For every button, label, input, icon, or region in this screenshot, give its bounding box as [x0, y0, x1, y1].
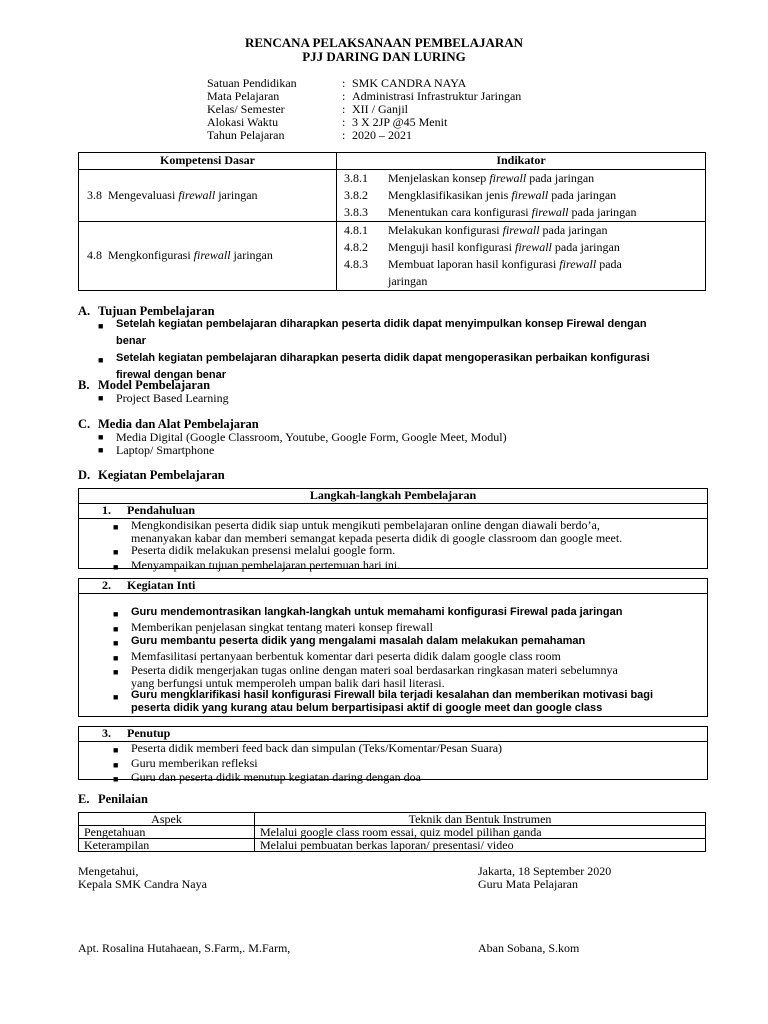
bullet-icon: ■ — [113, 623, 119, 634]
indikator-item: 3.8.1 Menjelaskan konsep firewall pada jaringan — [344, 170, 595, 185]
bullet-icon: ■ — [113, 609, 119, 619]
list-item: ■ Memberikan penjelasan singkat tentang materi konsep firewall — [113, 619, 433, 634]
section-b-heading: B. Model Pembelajaran — [78, 378, 211, 392]
col-indikator: Indikator — [337, 153, 706, 170]
table-row: Keterampilan Melalui pembuatan berkas laporan/ presentasi/ video — [79, 839, 706, 852]
indikator-item: 4.8.1 Melakukan konfigurasi firewall pada jaringan — [344, 222, 608, 237]
bullet-icon: ■ — [113, 774, 119, 784]
indikator-item: 4.8.2 Menguji hasil konfigurasi firewall pada jaringan — [344, 239, 620, 254]
table-row — [79, 170, 706, 222]
list-item: ■ Project Based Learning — [98, 391, 229, 405]
signature-left: Mengetahui, Kepala SMK Candra Naya — [78, 864, 207, 891]
section-c-heading: C. Media dan Alat Pembelajaran — [78, 417, 259, 431]
section-e-heading: E. Penilaian — [78, 792, 149, 806]
list-item: ■ Media Digital (Google Classroom, Youtube, Google Form, Google Meet, Modul) — [98, 430, 507, 444]
kegiatan-inti-box — [78, 578, 708, 717]
indikator-cell — [337, 170, 706, 222]
penilaian-table — [78, 812, 706, 852]
list-item: ■ Guru dan peserta didik menutup kegiatan daring dengan doa — [113, 770, 421, 784]
info-row: Mata Pelajaran : Administrasi Infrastruktur Jaringan — [207, 89, 522, 103]
list-item: ■ Guru memberikan refleksi — [113, 755, 258, 770]
kegiatan-inti-list — [79, 594, 707, 714]
section-a-list — [98, 316, 708, 384]
info-row: Tahun Pelajaran : 2020 – 2021 — [207, 128, 412, 142]
info-row: Alokasi Waktu : 3 X 2JP @45 Menit — [207, 115, 448, 129]
signature-right: Jakarta, 18 September 2020 Guru Mata Pelajaran — [478, 864, 612, 891]
section-c-list — [98, 431, 708, 457]
list-item: ■ Guru mengklarifikasi hasil konfigurasi Firewall bila terjadi kesalahan dan memberikan motivasi bagi peserta didik yang kurang atau belum berpartisipasi aktif di google meet dan google class — [113, 689, 654, 714]
bullet-icon: ■ — [98, 445, 104, 456]
list-item: ■ Setelah kegiatan pembelajaran diharapkan peserta didik dapat menyimpulkan konsep Firewal dengan benar — [98, 316, 708, 350]
list-item: ■ Peserta didik mengerjakan tugas online dengan materi soal berdasarkan ringkasan materi sebelumnya yang berfungsi untuk memperoleh umpan balik dari hasil literasi. — [113, 663, 618, 690]
list-item: ■ Memfasilitasi pertanyaan berbentuk komentar dari peserta didik dalam google class room — [113, 648, 561, 663]
penutup-list — [79, 742, 707, 786]
indikator-item: 3.8.2 Mengklasifikasikan jenis firewall pada jaringan — [344, 187, 617, 202]
bullet-icon: ■ — [113, 638, 119, 648]
bullet-icon: ■ — [113, 522, 119, 532]
list-item: ■ Guru mendemontrasikan langkah-langkah untuk memahami konfigurasi Firewal pada jaringan — [113, 606, 623, 619]
signature-right-name: Aban Sobana, S.kom — [478, 941, 580, 955]
list-item: ■ Peserta didik melakukan presensi melalui google form. — [113, 543, 396, 557]
pendahuluan-heading: 1. Pendahuluan — [79, 504, 707, 519]
indikator-item: 3.8.3 Menentukan cara konfigurasi firewall pada jaringan — [344, 204, 637, 219]
penutup-box — [78, 726, 708, 784]
list-item: ■ Laptop/ Smartphone — [98, 443, 215, 458]
kompetensi-table — [78, 152, 706, 291]
section-a-heading: A. Tujuan Pembelajaran — [78, 304, 215, 318]
col-kompetensi-dasar: Kompetensi Dasar — [79, 153, 337, 170]
col-aspek: Aspek — [79, 813, 255, 826]
col-teknik: Teknik dan Bentuk Instrumen — [255, 813, 706, 826]
list-item: ■ Guru membantu peserta didik yang mengalami masalah dalam melakukan pemahaman — [113, 635, 586, 648]
signature-left-name: Apt. Rosalina Hutahaean, S.Farm,. M.Farm, — [78, 941, 291, 955]
bullet-icon: ■ — [113, 759, 119, 770]
info-row: Kelas/ Semester : XII / Ganjil — [207, 102, 408, 116]
indikator-item: 4.8.3 Membuat laporan hasil konfigurasi firewall pada — [344, 256, 622, 271]
bullet-icon: ■ — [98, 321, 104, 331]
bullet-icon: ■ — [113, 652, 119, 663]
table-row: Pengetahuan Melalui google class room essai, quiz model pilihan ganda — [79, 826, 706, 839]
list-item: ■ Setelah kegiatan pembelajaran diharapkan peserta didik dapat mengoperasikan perbaikan konfigurasi firewal dengan benar — [98, 350, 708, 384]
indikator-item: jaringan — [388, 273, 428, 288]
bullet-icon: ■ — [98, 393, 104, 403]
list-item: ■ Menyampaikan tujuan pembelajaran pertemuan hari ini. — [113, 557, 401, 572]
table-header-row — [79, 813, 706, 826]
list-item: ■ Mengkondisikan peserta didik siap untuk mengikuti pembelajaran online dengan diawali berdo’a, menanyakan kabar dan memberi semangat kepada peserta didik di google classroom dan google meet. — [113, 518, 623, 545]
bullet-icon: ■ — [98, 432, 104, 442]
bullet-icon: ■ — [113, 547, 119, 557]
kd-cell: 3.8 Mengevaluasi firewall jaringan — [79, 170, 337, 222]
section-b-list — [98, 392, 708, 405]
penutup-heading: 3. Penutup — [79, 727, 707, 742]
document-title: RENCANA PELAKSANAAN PEMBELAJARAN — [244, 35, 524, 50]
bullet-icon: ■ — [113, 667, 119, 677]
table-row — [79, 222, 706, 291]
kegiatan-inti-heading: 2. Kegiatan Inti — [79, 579, 707, 594]
info-block — [207, 77, 521, 142]
bullet-icon: ■ — [113, 561, 119, 572]
document-subtitle: PJJ DARING DAN LURING — [302, 49, 466, 64]
kd-cell: 4.8 Mengkonfigurasi firewall jaringan — [79, 222, 337, 291]
bullet-icon: ■ — [98, 355, 104, 365]
pendahuluan-box — [78, 488, 708, 572]
list-item: ■ Peserta didik memberi feed back dan simpulan (Teks/Komentar/Pesan Suara) — [113, 741, 503, 755]
indikator-cell — [337, 222, 706, 291]
bullet-icon: ■ — [113, 692, 119, 702]
pendahuluan-list — [79, 519, 707, 573]
info-row: Satuan Pendidikan : SMK CANDRA NAYA — [207, 76, 467, 90]
bullet-icon: ■ — [113, 745, 119, 755]
langkah-title: Langkah-langkah Pembelajaran — [79, 489, 707, 504]
section-d-heading: D. Kegiatan Pembelajaran — [78, 468, 225, 482]
